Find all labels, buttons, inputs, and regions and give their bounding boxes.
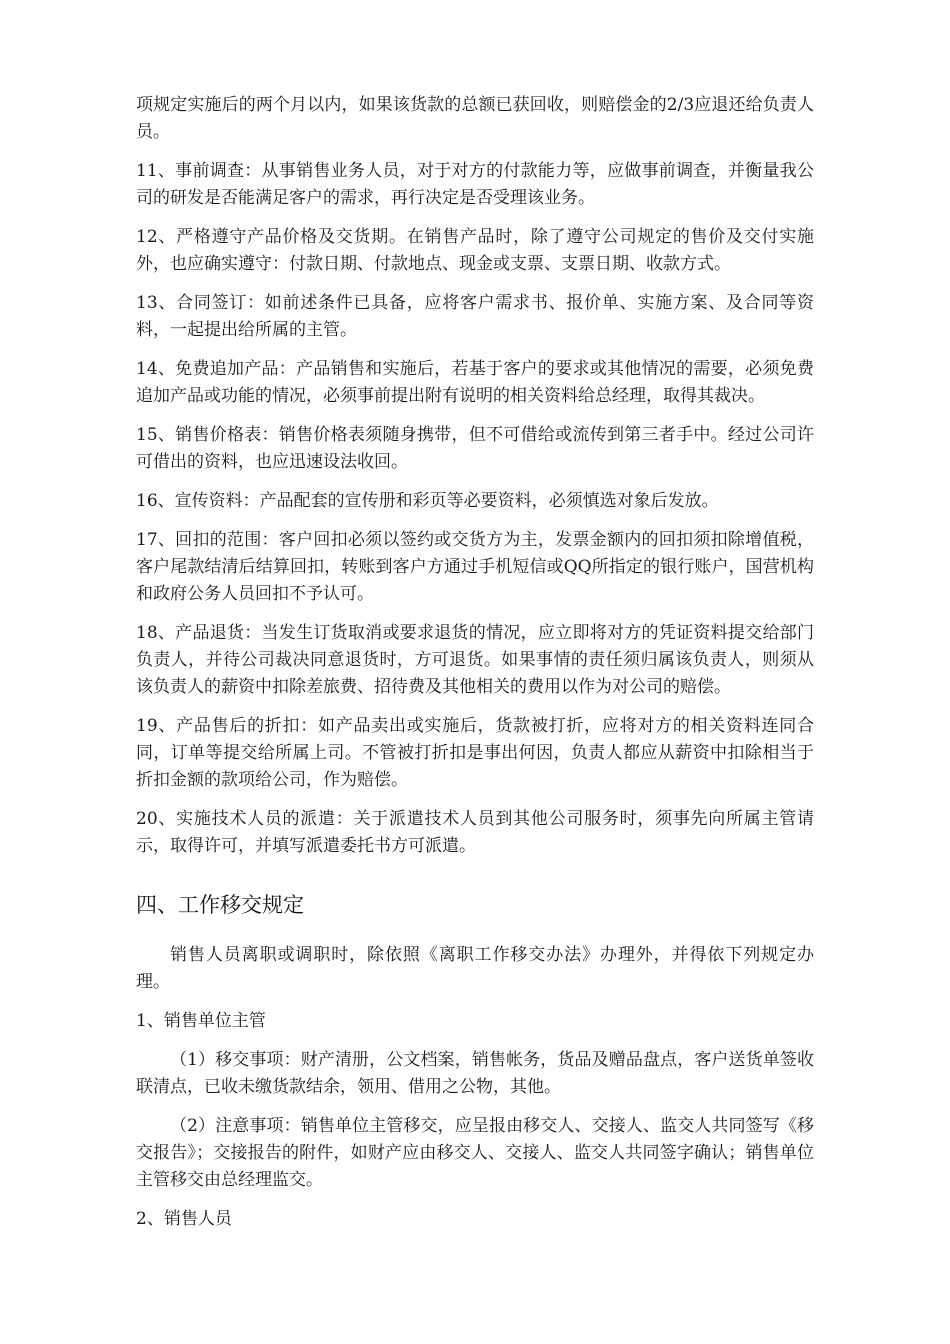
- rule-item-11: 11、事前调查：从事销售业务人员，对于对方的付款能力等，应做事前调查，并衡量我公司的研发是否能满足客户的需求，再行决定是否受理该业务。: [136, 161, 814, 208]
- rule-item-16: 16、宣传资料：产品配套的宣传册和彩页等必要资料，必须慎选对象后发放。: [136, 491, 719, 511]
- rule-item-18: 18、产品退货：当发生订货取消或要求退货的情况，应立即将对方的凭证资料提交给部门负责人，并待公司裁决同意退货时，方可退货。如果事情的责任须归属该负责人，则须从该负责人的薪资中扣除差旅费、招待费及其他相关的费用以作为对公司的赔偿。: [136, 623, 814, 697]
- continuation-paragraph: 项规定实施后的两个月以内，如果该货款的总额已获回收，则赔偿金的2/3应退还给负责人员。: [136, 95, 814, 142]
- handover-items-paragraph: （1）移交事项：财产清册，公文档案，销售帐务，货品及赠品盘点，客户送货单签收联清点，已收未缴货款结余，领用、借用之公物，其他。: [136, 1050, 814, 1097]
- rule-item-20: 20、实施技术人员的派遣：关于派遣技术人员到其他公司服务时，须事先向所属主管请示，取得许可，并填写派遣委托书方可派遣。: [136, 809, 814, 856]
- subsection-title-1: 1、销售单位主管: [136, 1011, 266, 1031]
- rule-item-15: 15、销售价格表：销售价格表须随身携带，但不可借给或流传到第三者手中。经过公司许可借出的资料，也应迅速设法收回。: [136, 425, 814, 472]
- section-heading: 四、工作移交规定: [136, 893, 304, 917]
- rule-item-14: 14、免费追加产品：产品销售和实施后，若基于客户的要求或其他情况的需要，必须免费追加产品或功能的情况，必须事前提出附有说明的相关资料给总经理，取得其裁决。: [136, 359, 814, 406]
- rule-item-13: 13、合同签订：如前述条件已具备，应将客户需求书、报价单、实施方案、及合同等资料，一起提出给所属的主管。: [136, 293, 814, 340]
- rule-item-17: 17、回扣的范围：客户回扣必须以签约或交货方为主，发票金额内的回扣须扣除增值税，客户尾款结清后结算回扣，转账到客户方通过手机短信或QQ所指定的银行账户，国营机构和政府公务人员回扣不予认可。: [136, 530, 814, 604]
- rule-item-12: 12、严格遵守产品价格及交货期。在销售产品时，除了遵守公司规定的售价及交付实施外，也应确实遵守：付款日期、付款地点、现金或支票、支票日期、收款方式。: [136, 227, 814, 274]
- rule-item-19: 19、产品售后的折扣：如产品卖出或实施后，货款被打折，应将对方的相关资料连同合同，订单等提交给所属上司。不管被打折扣是事出何因，负责人都应从薪资中扣除相当于折扣金额的款项给公司，作为赔偿。: [136, 716, 814, 790]
- subsection-title-2: 2、销售人员: [136, 1209, 232, 1229]
- document-page: [136, 92, 814, 1245]
- section-intro: 销售人员离职或调职时，除依照《离职工作移交办法》办理外，并得依下列规定办理。: [136, 945, 814, 992]
- handover-notes-paragraph: （2）注意事项：销售单位主管移交，应呈报由移交人、交接人、监交人共同签写《移交报告》；交接报告的附件，如财产应由移交人、交接人、监交人共同签字确认；销售单位主管移交由总经理监交。: [136, 1116, 814, 1190]
